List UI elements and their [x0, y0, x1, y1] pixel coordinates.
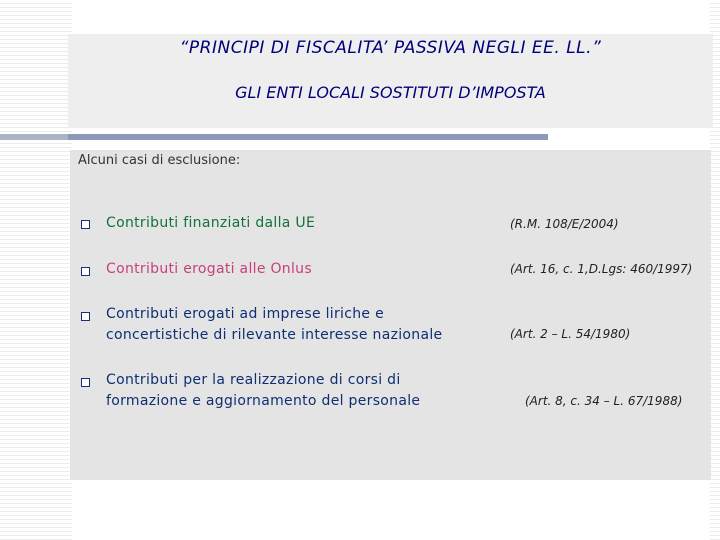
item-reference: (R.M. 108/E/2004): [510, 217, 619, 231]
slide-header: [68, 34, 713, 128]
exclusion-item-onlus: [70, 256, 711, 306]
item-label: [106, 370, 420, 412]
item-label-line: Contributi per la realizzazione di corsi di: [106, 372, 401, 388]
checkbox-bullet-icon: [81, 378, 90, 387]
item-label-line: formazione e aggiornamento del personale: [106, 393, 421, 409]
intro-text: Alcuni casi di esclusione:: [78, 153, 241, 168]
item-reference: (Art. 8, c. 34 – L. 67/1988): [525, 394, 683, 408]
checkbox-bullet-icon: [81, 312, 90, 321]
exclusion-item-training: [70, 368, 711, 418]
background-stripes-left: [0, 0, 72, 540]
checkbox-bullet-icon: [81, 267, 90, 276]
checkbox-bullet-icon: [81, 220, 90, 229]
slide-title: “PRINCIPI DI FISCALITA’ PASSIVA NEGLI EE. LL.”: [179, 38, 602, 58]
header-divider: [68, 134, 548, 140]
item-label: [106, 259, 312, 280]
item-label: [106, 304, 442, 346]
exclusion-item-lyric-enterprises: [70, 302, 711, 352]
exclusion-item-eu-funds: [70, 210, 711, 260]
header-divider-left: [0, 134, 68, 140]
item-label: [106, 213, 315, 234]
slide-subtitle: GLI ENTI LOCALI SOSTITUTI D’IMPOSTA: [235, 83, 546, 102]
item-label-line: Contributi erogati alle Onlus: [106, 261, 312, 277]
item-label-line: concertistiche di rilevante interesse nazionale: [106, 327, 443, 343]
item-reference: (Art. 16, c. 1,D.Lgs: 460/1997): [510, 262, 693, 276]
content-panel: [70, 150, 711, 480]
item-label-line: Contributi finanziati dalla UE: [106, 215, 316, 231]
item-reference: (Art. 2 – L. 54/1980): [510, 327, 631, 341]
item-label-line: Contributi erogati ad imprese liriche e: [106, 306, 384, 322]
